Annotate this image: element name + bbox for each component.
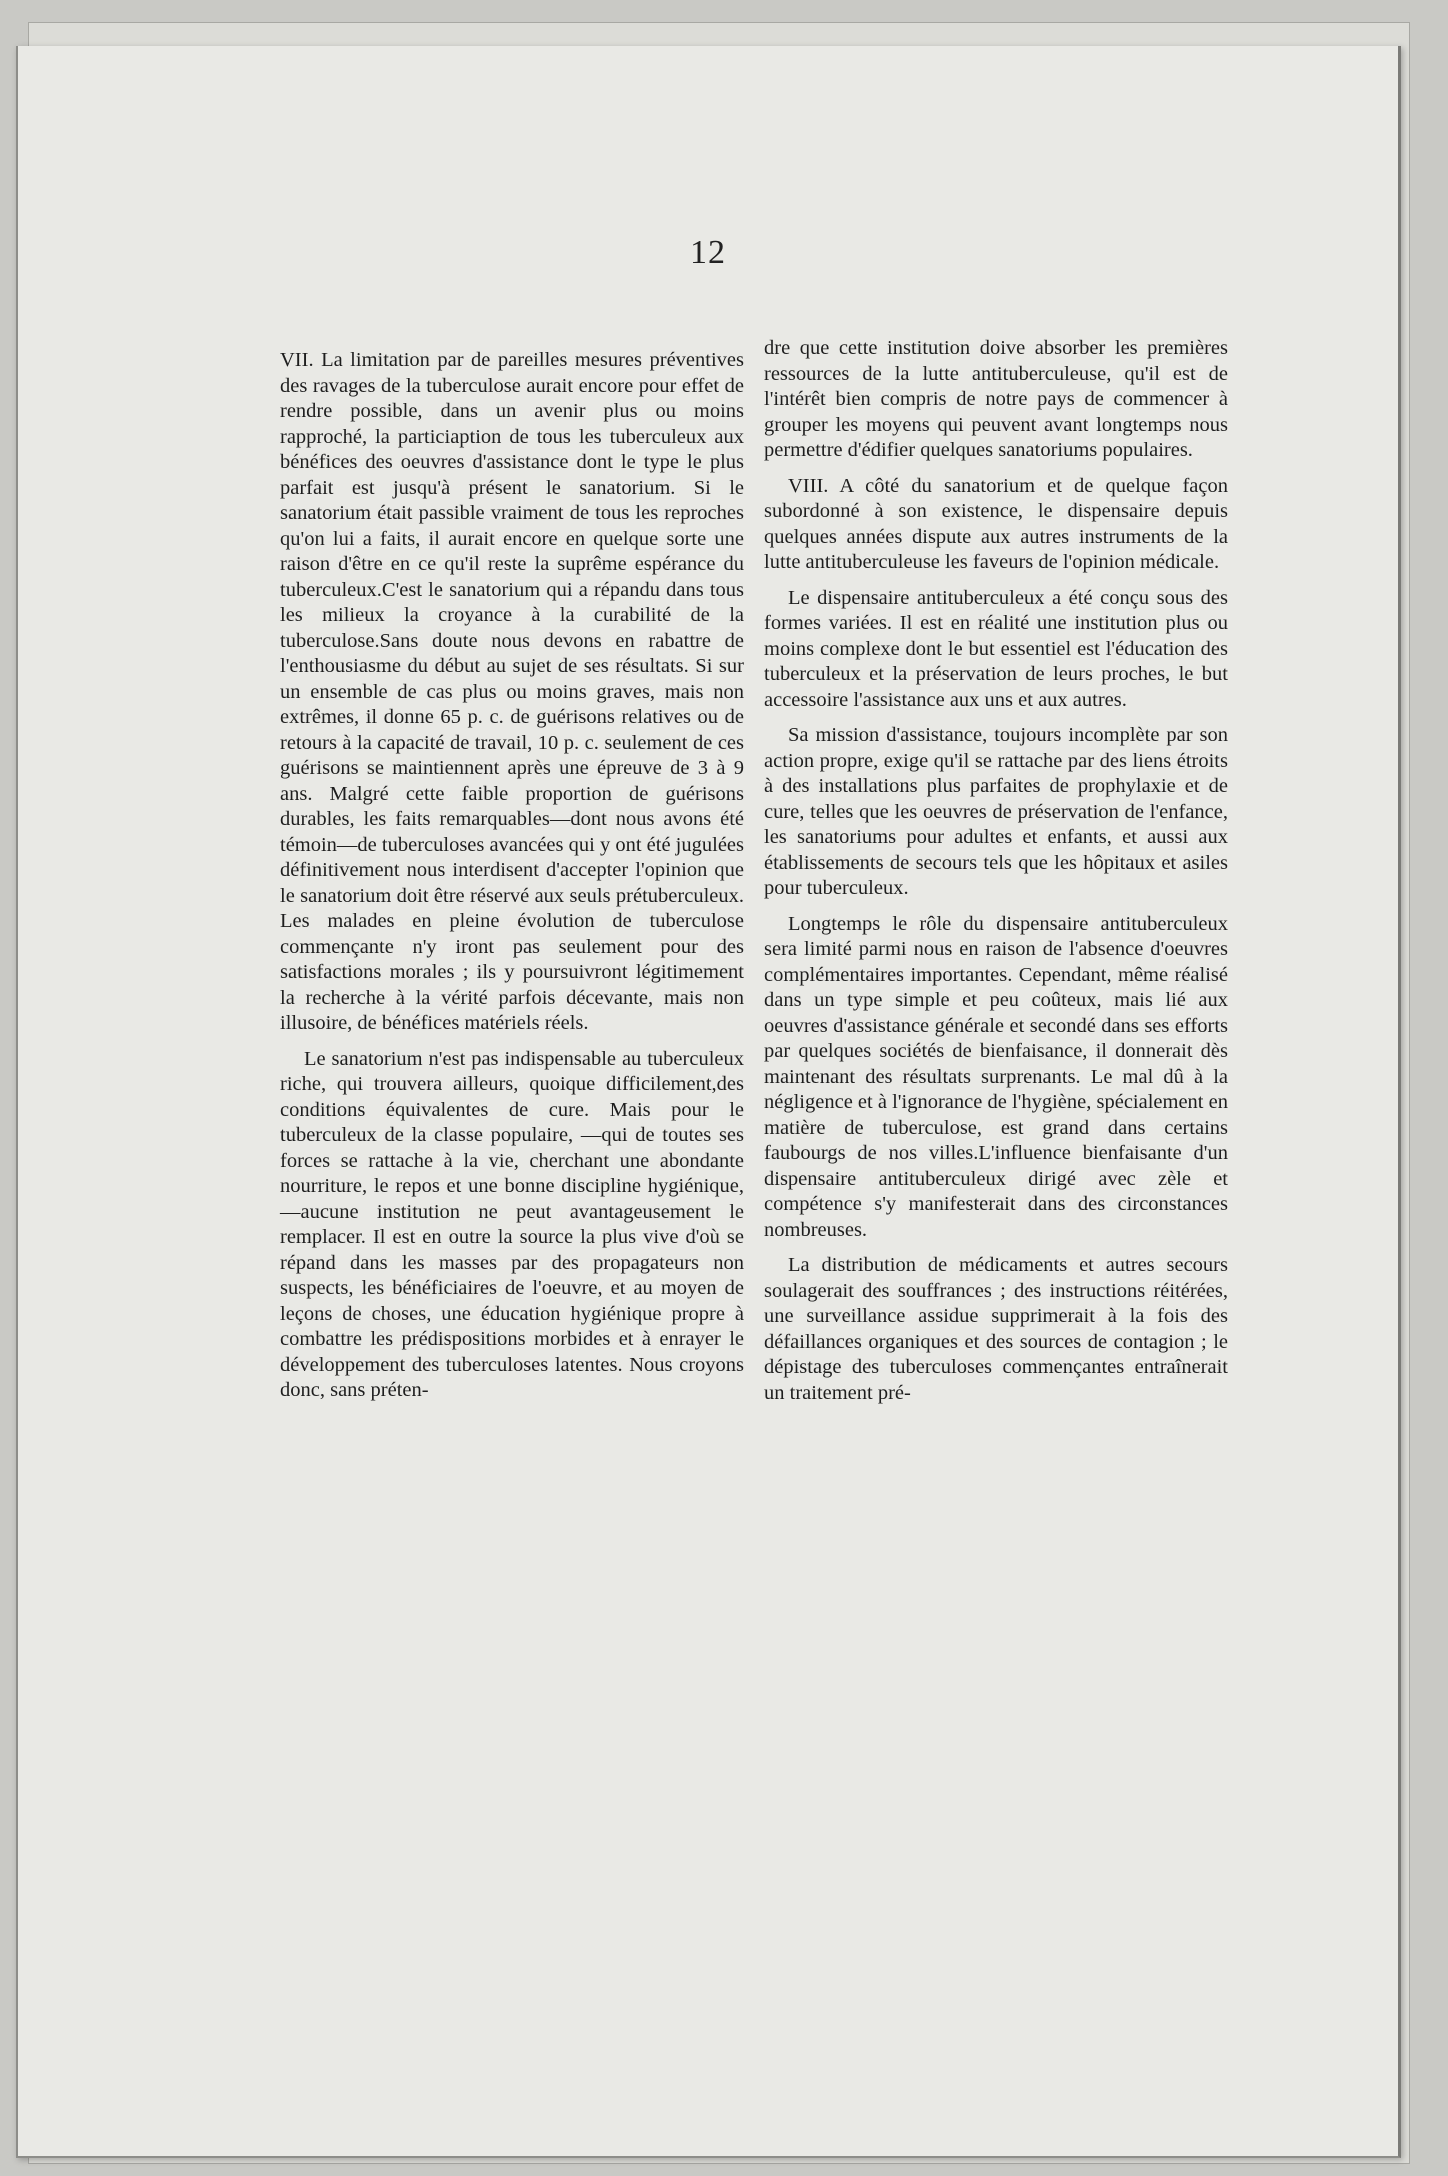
- paragraph: La distribution de médicaments et autres secours soulagerait des souffrances ; des instructions réitérées, une surveillance assidue supprimerait à la fois des défaillances organiques et des sources de contagion ; le dépistage des tuberculoses commençantes entraînerait un traitement pré-: [764, 1254, 1228, 1404]
- page-number: 12: [690, 234, 726, 271]
- paragraph: VII. La limitation par de pareilles mesures préventives des ravages de la tuberculose aurait encore pour effet de rendre possible, dans un avenir plus ou moins rapproché, la particiaption de tous les tuberculeux aux bénéfices des oeuvres d'assistance dont le type le plus parfait est jusqu'à présent le sanatorium. Si le sanatorium était passible vraiment de tous les reproches qu'on lui a faits, il aurait encore en quelque sorte une raison d'être en ce qu'il reste la suprême espérance du tuberculeux.C'est le sanatorium qui a répandu dans tous les milieux la croyance à la curabilité de la tuberculose.Sans doute nous devons en rabattre de l'enthousiasme du début au sujet de ses résultats. Si sur un ensemble de cas plus ou moins graves, mais non extrêmes, il donne 65 p. c. de guérisons relatives ou de retours à la capacité de travail, 10 p. c. seulement de ces guérisons se maintiennent après une épreuve de 3 à 9 ans. Malgré cette faible proportion de guérisons durables, les faits remarquables—dont nous avons été témoin—de tuberculoses avancées qui y ont été jugulées définitivement nous interdisent d'accepter l'opinion que le sanatorium doit être réservé aux seuls prétuberculeux. Les malades en pleine évolution de tuberculose commençante n'y iront pas seulement pour des satisfactions morales ; ils y poursuivront légitimement la recherche à la vérité parfois décevante, mais non illusoire, de bénéfices matériels réels.: [280, 349, 744, 1034]
- right-column: [764, 336, 1228, 1416]
- document-page: [16, 46, 1401, 2158]
- paragraph: Le dispensaire antituberculeux a été conçu sous des formes variées. Il est en réalité une institution plus ou moins complexe dont le but essentiel est l'éducation des tuberculeux et la préservation de leurs proches, le but accessoire l'assistance aux uns et aux autres.: [764, 586, 1228, 711]
- paragraph: dre que cette institution doive absorber les premières ressources de la lutte antituberculeuse, qu'il est de l'intérêt bien compris de notre pays de commencer à grouper les moyens qui peuvent avant longtemps nous permettre d'édifier quelques sanatoriums populaires.: [764, 337, 1228, 461]
- paragraph: Le sanatorium n'est pas indispensable au tuberculeux riche, qui trouvera ailleurs, quoique difficilement,des conditions équivalentes de cure. Mais pour le tuberculeux de la classe populaire, —qui de toutes ses forces se rattache à la vie, cherchant une abondante nourriture, le repos et une bonne discipline hygiénique,—aucune institution ne peut avantageusement le remplacer. Il est en outre la source la plus vive d'où se répand dans les masses par des propagateurs non suspects, les bénéficiaires de l'oeuvre, et au moyen de leçons de choses, une éducation hygiénique propre à combattre les prédispositions morbides et à enrayer le développement des tuberculoses latentes. Nous croyons donc, sans préten-: [280, 1047, 744, 1401]
- paragraph: VIII. A côté du sanatorium et de quelque façon subordonné à son existence, le dispensaire depuis quelques années dispute aux autres instruments de la lutte antituberculeuse les faveurs de l'opinion médicale.: [764, 474, 1228, 573]
- left-column: [280, 348, 744, 1414]
- paragraph: Sa mission d'assistance, toujours incomplète par son action propre, exige qu'il se rattache par des liens étroits à des installations plus parfaites de prophylaxie et de cure, telles que les oeuvres de préservation de l'enfance, les sanatoriums pour adultes et enfants, et aussi aux établissements de secours tels que les hôpitaux et asiles pour tuberculeux.: [764, 724, 1228, 899]
- paragraph: Longtemps le rôle du dispensaire antituberculeux sera limité parmi nous en raison de l'absence d'oeuvres complémentaires importantes. Cependant, même réalisé dans un type simple et peu coûteux, mais lié aux oeuvres d'assistance générale et secondé dans ses efforts par quelques sociétés de bienfaisance, il donnerait dès maintenant des résultats surprenants. Le mal dû à la négligence et à l'ignorance de l'hygiène, spécialement en matière de tuberculose, est grand dans certains faubourgs de nos villes.L'influence bienfaisante d'un dispensaire antituberculeux dirigé avec zèle et compétence s'y manifesterait dans des circonstances nombreuses.: [764, 912, 1228, 1241]
